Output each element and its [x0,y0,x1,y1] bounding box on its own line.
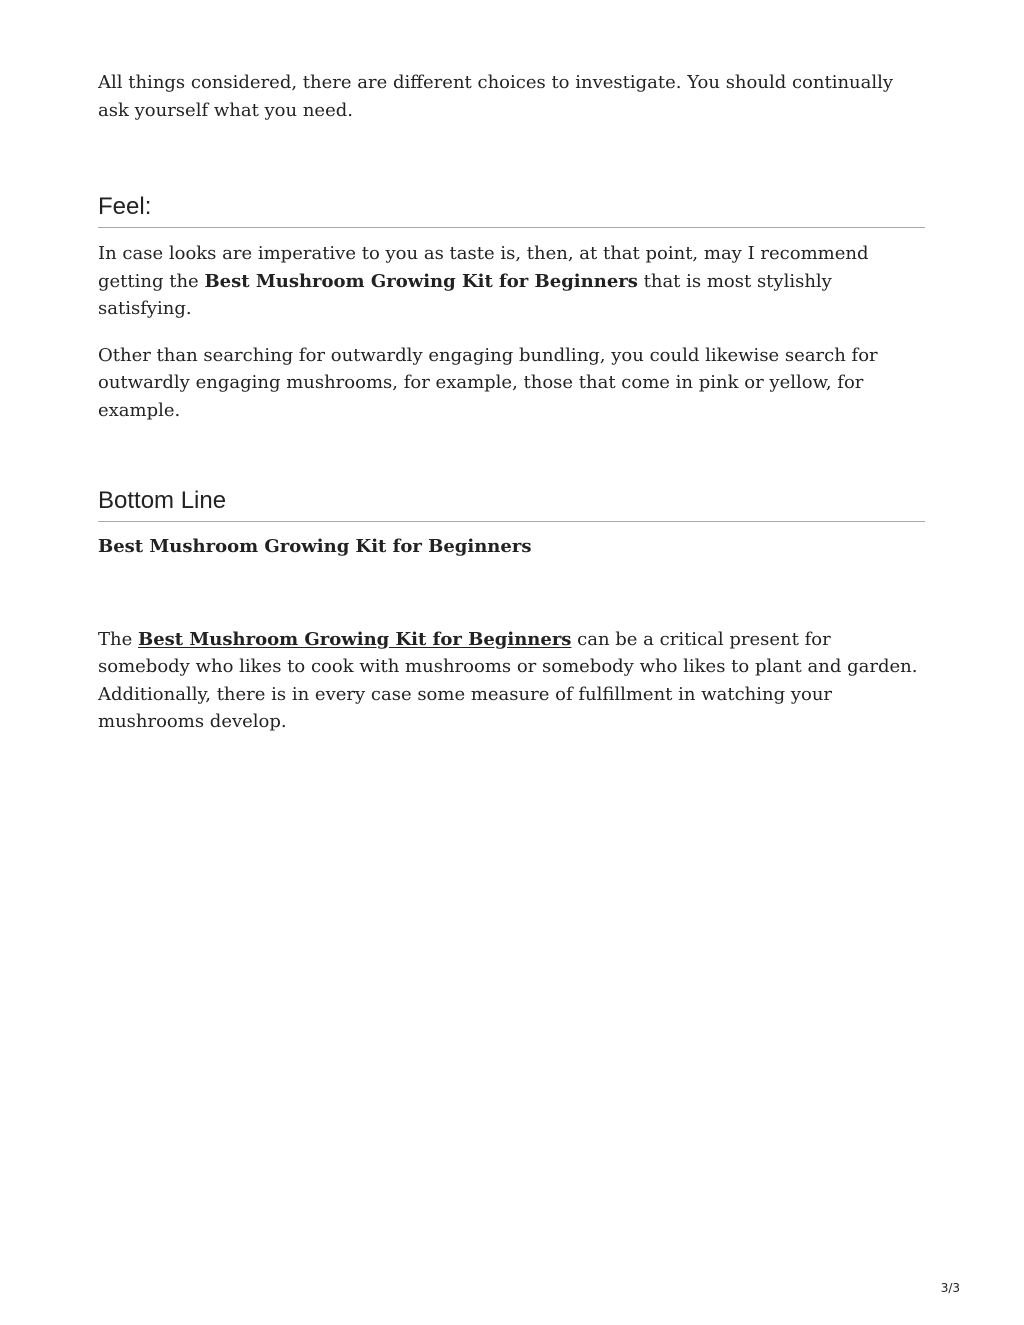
feel-p1-text-before: In case looks are imperative to you as taste is, then, at that point, may I recommend getting the [98,243,869,292]
bottom-line-subheading [98,533,925,561]
article-content [98,69,925,755]
feel-heading: Feel: [98,193,925,228]
bottom-line-text-after: can be a critical present for somebody who likes to cook with mushrooms or somebody who likes to plant and garden. Additionally, there is in every case some measure of fulfillment in watching your mushrooms develop. [98,628,918,732]
feel-paragraph-1 [98,240,925,323]
bottom-line-text-before: The [98,628,138,650]
bottom-line-heading: Bottom Line [98,487,925,522]
bottom-line-paragraph [98,626,925,736]
intro-paragraph: All things considered, there are different choices to investigate. You should continually ask yourself what you need. [98,72,894,121]
product-link[interactable]: Best Mushroom Growing Kit for Beginners [137,628,572,650]
feel-paragraph-2: Other than searching for outwardly engaging bundling, you could likewise search for outwardly engaging mushrooms, for example, those that come in pink or yellow, for example. [98,344,878,421]
feel-p1-text-after: that is most stylishly satisfying. [98,270,832,319]
page-number: 3/3 [940,1281,960,1295]
bottom-line-subheading-text: Best Mushroom Growing Kit for Beginners [98,536,532,557]
feel-p1-bold-keyword: Best Mushroom Growing Kit for Beginners [204,270,638,292]
